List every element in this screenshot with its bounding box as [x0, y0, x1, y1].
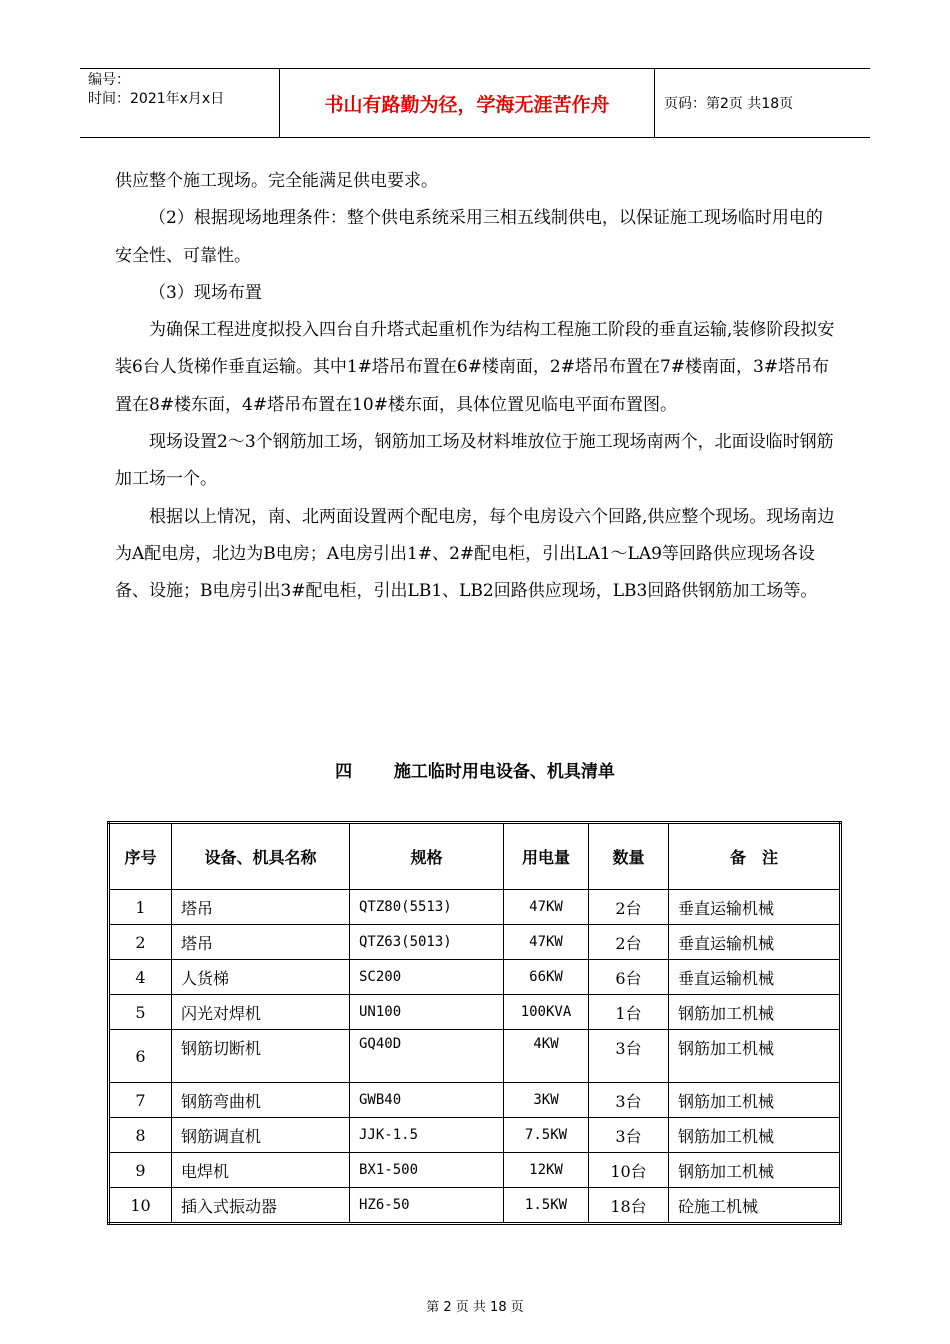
cell-name: 电焊机: [172, 1153, 350, 1188]
cell-qty: 1台: [589, 995, 669, 1030]
equipment-table: [107, 821, 842, 1225]
cell-power: 100KVA: [504, 995, 589, 1030]
cell-remark: 垂直运输机械: [669, 960, 841, 995]
cell-remark: 钢筋加工机械: [669, 1153, 841, 1188]
cell-remark: 垂直运输机械: [669, 890, 841, 925]
cell-index: 9: [109, 1153, 172, 1188]
header-cell: 序号: [109, 823, 172, 890]
cell-remark: 钢筋加工机械: [669, 995, 841, 1030]
cell-power: 12KW: [504, 1153, 589, 1188]
header-cell: 数量: [589, 823, 669, 890]
table-row: [109, 890, 841, 925]
header-number: 编号：: [88, 72, 130, 88]
cell-spec: QTZ80(5513): [350, 890, 504, 925]
cell-qty: 10台: [589, 1153, 669, 1188]
cell-remark: 钢筋加工机械: [669, 1118, 841, 1153]
cell-name: 闪光对焊机: [172, 995, 350, 1030]
cell-power: 47KW: [504, 925, 589, 960]
paragraph: 供应整个施工现场。完全能满足供电要求。: [115, 171, 438, 191]
cell-spec: HZ6-50: [350, 1188, 504, 1224]
cell-power: 66KW: [504, 960, 589, 995]
cell-power: 3KW: [504, 1083, 589, 1118]
table-header-row: [109, 823, 841, 890]
cell-remark: 钢筋加工机械: [669, 1030, 841, 1083]
header-meta: [80, 69, 280, 137]
header-motto: 书山有路勤为径，学海无涯苦作舟: [280, 69, 655, 137]
cell-power: 7.5KW: [504, 1118, 589, 1153]
cell-index: 7: [109, 1083, 172, 1118]
cell-power: 47KW: [504, 890, 589, 925]
section-title-text: 施工临时用电设备、机具清单: [393, 762, 615, 782]
paragraph: （3）现场布置: [149, 282, 262, 303]
cell-spec: UN100: [350, 995, 504, 1030]
header-cell: 备 注: [669, 823, 841, 890]
cell-qty: 18台: [589, 1188, 669, 1224]
cell-index: 10: [109, 1188, 172, 1224]
body-text: [115, 163, 837, 611]
cell-name: 插入式振动器: [172, 1188, 350, 1224]
cell-name: 人货梯: [172, 960, 350, 995]
cell-name: 塔吊: [172, 890, 350, 925]
cell-spec: SC200: [350, 960, 504, 995]
cell-index: 1: [109, 890, 172, 925]
table-row: [109, 1153, 841, 1188]
header-time: 时间：2021年x月x日: [88, 91, 225, 107]
cell-qty: 3台: [589, 1030, 669, 1083]
cell-remark: 垂直运输机械: [669, 925, 841, 960]
cell-remark: 钢筋加工机械: [669, 1083, 841, 1118]
table-row: [109, 1188, 841, 1224]
paragraph: 为确保工程进度拟投入四台自升塔式起重机作为结构工程施工阶段的垂直运输,装修阶段拟安装6台人货梯作垂直运输。其中1#塔吊布置在6#楼南面，2#塔吊布置在7#楼南面，3#塔吊布置在8#楼东面，4#塔吊布置在10#楼东面，具体位置见临电平面布置图。: [115, 320, 835, 415]
table-row: [109, 925, 841, 960]
cell-name: 钢筋弯曲机: [172, 1083, 350, 1118]
cell-index: 4: [109, 960, 172, 995]
cell-spec: BX1-500: [350, 1153, 504, 1188]
cell-power: 1.5KW: [504, 1188, 589, 1224]
header-cell: 规格: [350, 823, 504, 890]
section-number: 四: [335, 762, 353, 782]
cell-qty: 2台: [589, 890, 669, 925]
cell-index: 6: [109, 1030, 172, 1083]
cell-remark: 砼施工机械: [669, 1188, 841, 1224]
cell-index: 5: [109, 995, 172, 1030]
cell-index: 2: [109, 925, 172, 960]
cell-spec: GQ40D: [350, 1030, 504, 1083]
cell-qty: 3台: [589, 1083, 669, 1118]
header-cell: 设备、机具名称: [172, 823, 350, 890]
header-page-info: 页码：第2页 共18页: [664, 96, 794, 112]
paragraph: 现场设置2～3个钢筋加工场，钢筋加工场及材料堆放位于施工现场南两个，北面设临时钢筋加工场一个。: [115, 432, 834, 490]
cell-qty: 2台: [589, 925, 669, 960]
page-header: [80, 68, 870, 138]
table-row: [109, 995, 841, 1030]
section-title: [0, 757, 950, 782]
cell-qty: 6台: [589, 960, 669, 995]
cell-name: 塔吊: [172, 925, 350, 960]
cell-power: 4KW: [504, 1030, 589, 1083]
cell-spec: GWB40: [350, 1083, 504, 1118]
page-footer: 第 2 页 共 18 页: [426, 1300, 524, 1315]
cell-spec: JJK-1.5: [350, 1118, 504, 1153]
table-row: [109, 960, 841, 995]
table-row: [109, 1118, 841, 1153]
table-row: [109, 1030, 841, 1083]
cell-name: 钢筋切断机: [172, 1030, 350, 1083]
cell-qty: 3台: [589, 1118, 669, 1153]
cell-spec: QTZ63(5013): [350, 925, 504, 960]
paragraph: 根据以上情况，南、北两面设置两个配电房，每个电房设六个回路,供应整个现场。现场南边为A配电房，北边为B电房；A电房引出1#、2#配电柜，引出LA1～LA9等回路供应现场各设备、设施；B电房引出3#配电柜，引出LB1、LB2回路供应现场，LB3回路供钢筋加工场等。: [115, 506, 835, 602]
header-cell: 用电量: [504, 823, 589, 890]
paragraph: （2）根据现场地理条件：整个供电系统采用三相五线制供电，以保证施工现场临时用电的安全性、可靠性。: [115, 208, 823, 266]
table-row: [109, 1083, 841, 1118]
cell-name: 钢筋调直机: [172, 1118, 350, 1153]
cell-index: 8: [109, 1118, 172, 1153]
